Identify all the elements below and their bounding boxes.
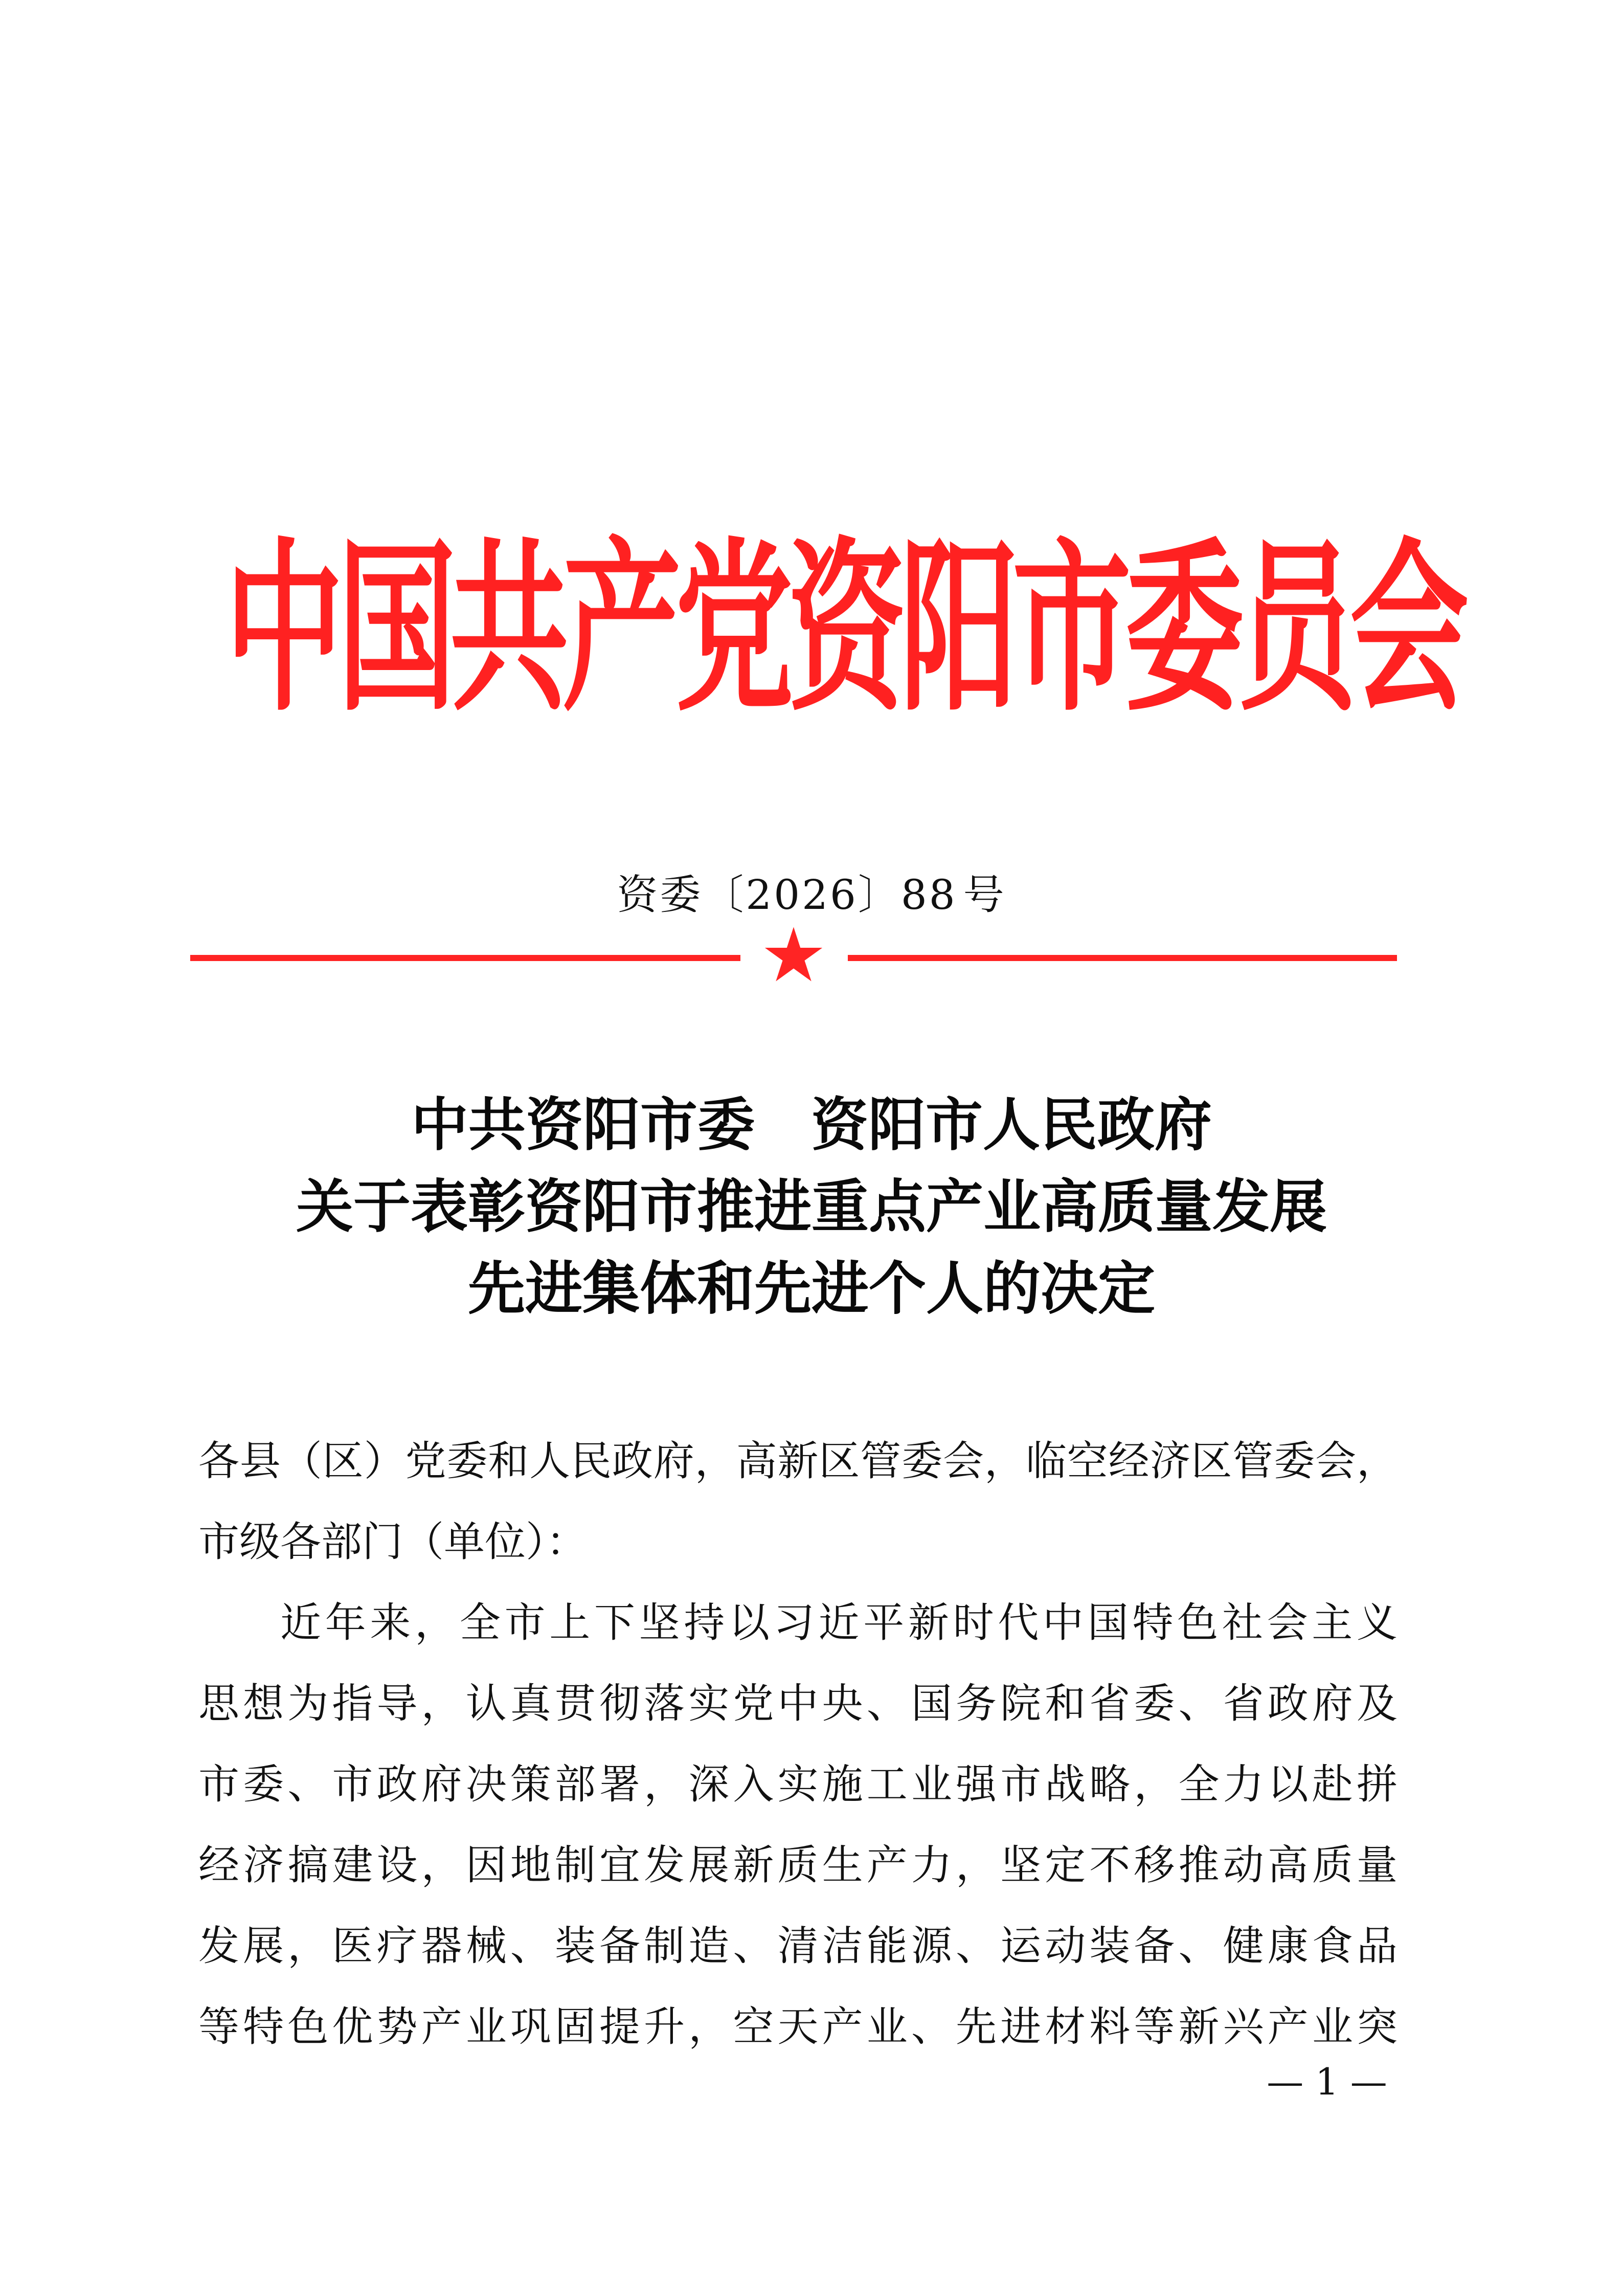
paragraph-line: 市委、市政府决策部署，深入实施工业强市战略，全力以赴拼	[198, 1760, 1397, 1808]
red-divider-left	[190, 955, 740, 961]
masthead-char: 党	[675, 522, 794, 737]
salutation-line: 各县（区）党委和人民政府，高新区管委会，临空经济区管委会，	[198, 1437, 1397, 1485]
masthead-char: 委	[1125, 522, 1244, 737]
red-divider-right	[848, 955, 1397, 961]
masthead-char: 共	[450, 522, 569, 737]
paragraph-line: 发展，医疗器械、装备制造、清洁能源、运动装备、健康食品	[198, 1922, 1397, 1970]
page-number: — 1 —	[1267, 2060, 1387, 2103]
title-issuer-party: 中共资阳市委	[411, 1091, 755, 1158]
paragraph-line: 思想为指导，认真贯彻落实党中央、国务院和省委、省政府及	[198, 1680, 1397, 1727]
document-title	[0, 1084, 1623, 1330]
masthead-title	[225, 522, 1469, 737]
document-number	[0, 870, 1623, 921]
paragraph-line: 经济搞建设，因地制宜发展新质生产力，坚定不移推动高质量	[198, 1841, 1397, 1889]
salutation-line: 市级各部门（单位）：	[198, 1518, 587, 1566]
salutation	[198, 1421, 1397, 1582]
masthead-char: 国	[337, 522, 457, 737]
masthead-char: 阳	[900, 522, 1019, 737]
document-body	[198, 1421, 1397, 2067]
paragraph	[198, 1582, 1397, 2067]
paragraph-line: 等特色优势产业巩固提升，空天产业、先进材料等新兴产业突	[198, 2003, 1397, 2050]
masthead-char: 中	[225, 522, 344, 737]
masthead-char: 市	[1012, 522, 1132, 737]
doc-number-value: 88	[900, 871, 957, 919]
title-line-1	[0, 1084, 1623, 1166]
masthead-char: 资	[787, 522, 907, 737]
star-icon	[763, 926, 824, 986]
title-issuer-government: 资阳市人民政府	[811, 1091, 1212, 1158]
masthead-char: 会	[1350, 522, 1469, 737]
masthead-char: 产	[562, 522, 682, 737]
doc-number-year: 〔2026〕	[703, 871, 901, 919]
masthead-char: 员	[1237, 522, 1357, 737]
doc-number-suffix: 号	[963, 871, 1006, 919]
paragraph-line: 近年来，全市上下坚持以习近平新时代中国特色社会主义	[280, 1599, 1397, 1646]
doc-number-prefix: 资委	[617, 871, 703, 919]
title-line-3: 先进集体和先进个人的决定	[468, 1255, 1155, 1322]
title-line-2: 关于表彰资阳市推进重点产业高质量发展	[296, 1173, 1327, 1240]
